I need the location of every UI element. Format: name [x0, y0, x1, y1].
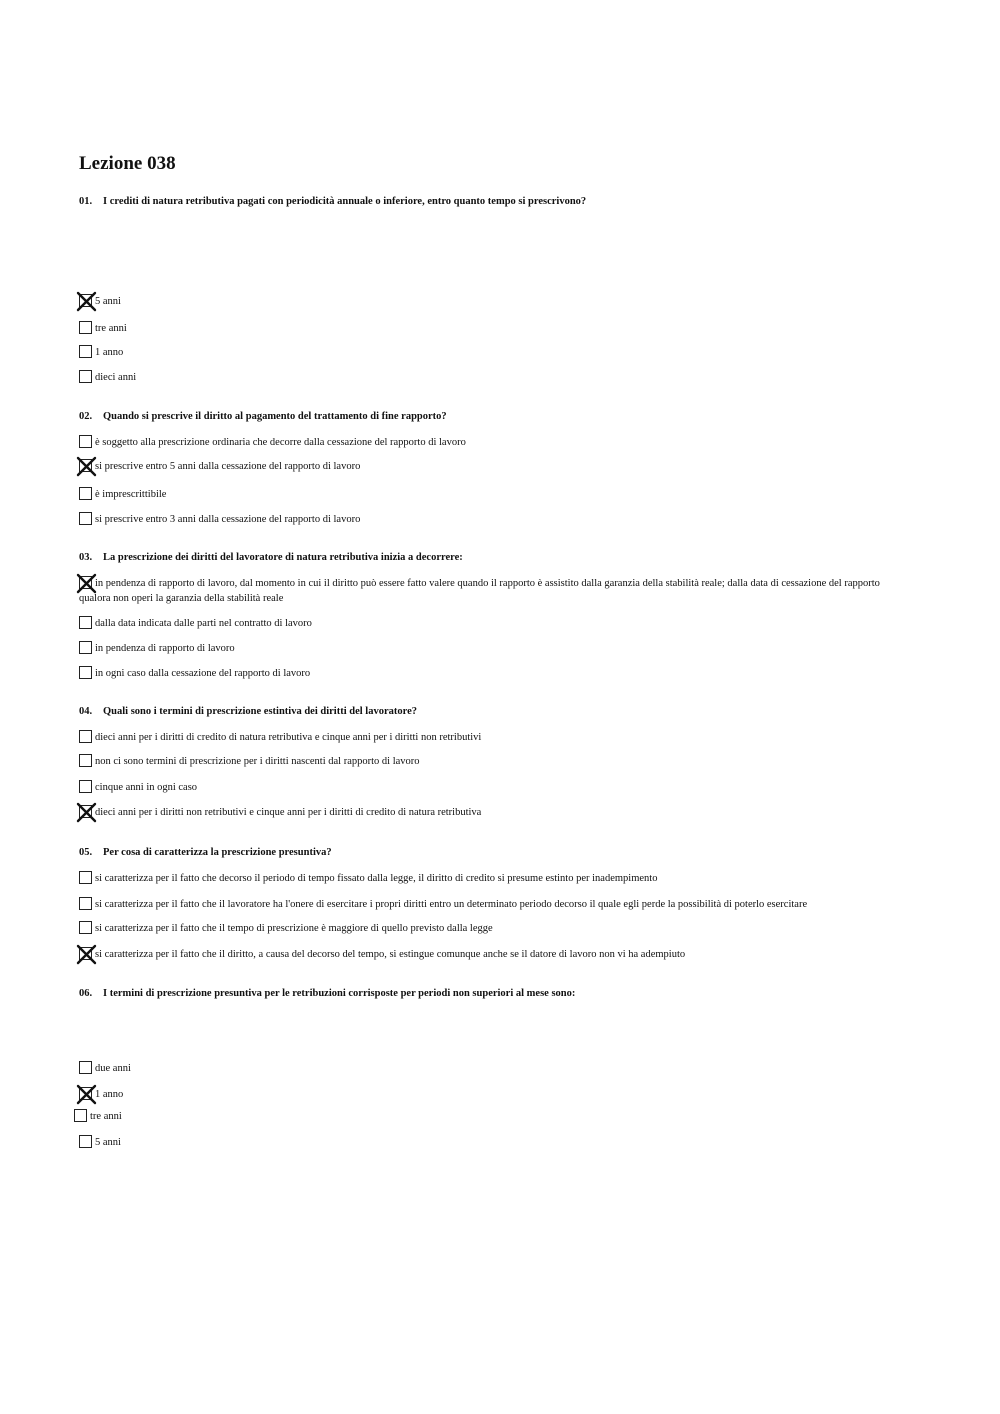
option[interactable]: [79, 345, 929, 360]
option-text: in ogni caso dalla cessazione del rapporto di lavoro: [95, 668, 311, 679]
checkbox[interactable]: [79, 947, 92, 960]
checkbox[interactable]: [79, 512, 92, 525]
option[interactable]: [79, 871, 929, 886]
option-text: 1 anno: [95, 347, 124, 358]
option-text: si caratterizza per il fatto che il tempo di prescrizione è maggiore di quello previsto dalla legge: [95, 923, 493, 934]
checkbox[interactable]: [79, 1087, 92, 1100]
checkbox[interactable]: [79, 616, 92, 629]
option-text: dalla data indicata dalle parti nel contratto di lavoro: [95, 618, 312, 629]
question-text: Quali sono i termini di prescrizione estintiva dei diritti del lavoratore?: [103, 706, 418, 717]
checkbox[interactable]: [79, 576, 92, 589]
checkbox[interactable]: [79, 805, 92, 818]
option-text: 1 anno: [95, 1089, 124, 1100]
option[interactable]: [79, 1061, 929, 1076]
x-check-icon: [76, 944, 97, 965]
option[interactable]: [79, 641, 929, 656]
x-check-icon: [76, 1084, 97, 1105]
option[interactable]: [79, 459, 929, 474]
question-text: Quando si prescrive il diritto al pagamento del trattamento di fine rapporto?: [103, 411, 447, 422]
option[interactable]: [79, 1135, 929, 1150]
option-text: dieci anni per i diritti di credito di natura retributiva e cinque anni per i diritti non retributivi: [95, 732, 482, 743]
option-text: si prescrive entro 5 anni dalla cessazione del rapporto di lavoro: [95, 461, 361, 472]
checkbox[interactable]: [79, 487, 92, 500]
option[interactable]: [79, 370, 929, 385]
checkbox[interactable]: [79, 780, 92, 793]
option-text: in pendenza di rapporto di lavoro: [95, 643, 235, 654]
option[interactable]: [79, 921, 929, 936]
option[interactable]: [79, 754, 929, 769]
option-text: non ci sono termini di prescrizione per i diritti nascenti dal rapporto di lavoro: [95, 756, 420, 767]
checkbox[interactable]: [79, 1061, 92, 1074]
x-check-icon: [76, 573, 97, 594]
option[interactable]: [79, 435, 929, 450]
option-text: si caratterizza per il fatto che il lavoratore ha l'onere di esercitare i propri diritti entro un determinato periodo decorso il quale egli perde la possibilità di poterlo esercitare: [95, 899, 808, 910]
option[interactable]: [79, 780, 929, 795]
option-text: 5 anni: [95, 1137, 121, 1148]
question-number: 03.: [79, 552, 93, 563]
checkbox[interactable]: [74, 1109, 87, 1122]
option[interactable]: [79, 666, 929, 681]
question-01: [79, 195, 586, 209]
option-text: in pendenza di rapporto di lavoro, dal momento in cui il diritto può essere fatto valere quando il rapporto è assistito dalla garanzia della stabilità reale; dalla data di cessazione del rapporto qualora non operi la garanzia della stabilità reale: [79, 578, 880, 604]
question-number: 05.: [79, 847, 93, 858]
question-06: [79, 987, 575, 1001]
option-text: si prescrive entro 3 anni dalla cessazione del rapporto di lavoro: [95, 514, 361, 525]
checkbox[interactable]: [79, 897, 92, 910]
checkbox[interactable]: [79, 730, 92, 743]
checkbox[interactable]: [79, 1135, 92, 1148]
question-03: [79, 551, 463, 565]
option-text: si caratterizza per il fatto che il diritto, a causa del decorso del tempo, si estingue comunque anche se il datore di lavoro non vi ha adempiuto: [95, 949, 686, 960]
option[interactable]: [79, 616, 929, 631]
lesson-title: Lezione 038: [79, 153, 176, 174]
option[interactable]: [79, 947, 929, 962]
x-check-icon: [76, 802, 97, 823]
question-04: [79, 705, 417, 719]
option[interactable]: [79, 1087, 929, 1102]
question-number: 02.: [79, 411, 93, 422]
checkbox[interactable]: [79, 666, 92, 679]
option[interactable]: [79, 897, 929, 912]
option-text: cinque anni in ogni caso: [95, 782, 198, 793]
x-check-icon: [76, 291, 97, 312]
checkbox[interactable]: [79, 294, 92, 307]
question-05: [79, 846, 332, 860]
question-number: 06.: [79, 988, 93, 999]
question-text: I crediti di natura retributiva pagati con periodicità annuale o inferiore, entro quanto tempo si prescrivono?: [103, 196, 587, 207]
option-text: si caratterizza per il fatto che decorso il periodo di tempo fissato dalla legge, il diritto di credito si presume estinto per inadempimento: [95, 873, 658, 884]
question-text: Per cosa di caratterizza la prescrizione presuntiva?: [103, 847, 332, 858]
checkbox[interactable]: [79, 459, 92, 472]
option-text: due anni: [95, 1063, 131, 1074]
question-text: La prescrizione dei diritti del lavoratore di natura retributiva inizia a decorrere:: [103, 552, 463, 563]
option[interactable]: [79, 805, 929, 820]
checkbox[interactable]: [79, 435, 92, 448]
question-number: 04.: [79, 706, 93, 717]
option[interactable]: [79, 730, 929, 745]
question-02: [79, 410, 447, 424]
option-text: dieci anni per i diritti non retributivi e cinque anni per i diritti di credito di natura retributiva: [95, 807, 482, 818]
option-text: dieci anni: [95, 372, 137, 383]
question-text: I termini di prescrizione presuntiva per le retribuzioni corrisposte per periodi non superiori al mese sono:: [103, 988, 576, 999]
question-number: 01.: [79, 196, 93, 207]
option-text: 5 anni: [95, 296, 121, 307]
option[interactable]: [79, 294, 929, 309]
option-text: tre anni: [90, 1111, 122, 1122]
checkbox[interactable]: [79, 754, 92, 767]
option-text: tre anni: [95, 323, 127, 334]
checkbox[interactable]: [79, 345, 92, 358]
option[interactable]: [79, 321, 929, 336]
option[interactable]: [79, 512, 929, 527]
option[interactable]: [79, 576, 894, 606]
option-text: è soggetto alla prescrizione ordinaria che decorre dalla cessazione del rapporto di lavoro: [95, 437, 466, 448]
checkbox[interactable]: [79, 921, 92, 934]
checkbox[interactable]: [79, 370, 92, 383]
checkbox[interactable]: [79, 641, 92, 654]
option[interactable]: [74, 1109, 924, 1124]
x-check-icon: [76, 456, 97, 477]
checkbox[interactable]: [79, 871, 92, 884]
option-text: è imprescrittibile: [95, 489, 167, 500]
option[interactable]: [79, 487, 929, 502]
checkbox[interactable]: [79, 321, 92, 334]
